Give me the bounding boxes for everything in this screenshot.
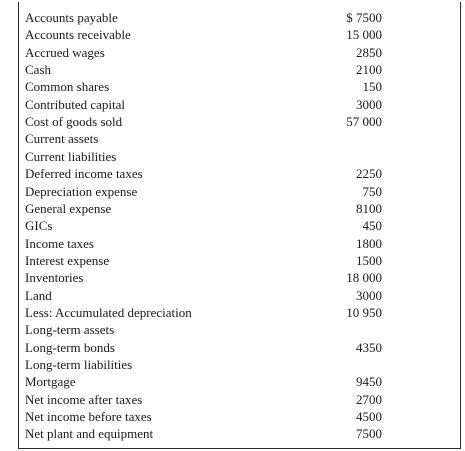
account-value: 2250 [356,166,382,181]
table-row [19,252,460,269]
table-row [19,96,460,113]
table-row [19,235,460,252]
table-row [19,183,460,200]
account-label: Deferred income taxes [25,166,143,181]
account-value: 450 [362,218,382,233]
account-value: $ 7500 [346,10,382,25]
account-value: 4350 [356,340,382,355]
account-label: Common shares [25,79,110,94]
account-value: 57 000 [346,114,382,129]
table-row [19,78,460,95]
table-row [19,287,460,304]
table-row [19,148,460,165]
table-row [19,44,460,61]
table-row [19,130,460,147]
account-label: Accounts receivable [25,27,131,42]
table-row [19,321,460,338]
account-value: 2100 [356,62,382,77]
account-value: 750 [362,184,382,199]
account-label: Accrued wages [25,45,105,60]
account-label: Land [25,288,52,303]
account-label: Mortgage [25,374,76,389]
account-value: 1500 [356,253,382,268]
account-label: Net income before taxes [25,409,152,424]
account-label: Inventories [25,270,84,285]
table-row [19,61,460,78]
table-row [19,304,460,321]
account-label: Current assets [25,131,99,146]
account-value: 10 950 [346,305,382,320]
table-row [19,200,460,217]
account-value: 9450 [356,374,382,389]
table-row [19,408,460,425]
accounts-table [18,2,461,449]
table-row [19,391,460,408]
account-value: 3000 [356,288,382,303]
table-row [19,113,460,130]
account-value: 4500 [356,409,382,424]
account-value: 2850 [356,45,382,60]
table-row [19,217,460,234]
account-label: GICs [25,218,53,233]
table-row [19,425,460,442]
account-label: Depreciation expense [25,184,138,199]
account-label: Net income after taxes [25,392,143,407]
account-label: General expense [25,201,112,216]
account-label: Contributed capital [25,97,126,112]
table-row [19,165,460,182]
account-value: 7500 [356,426,382,441]
account-label: Net plant and equipment [25,426,154,441]
account-label: Long-term liabilities [25,357,133,372]
account-label: Accounts payable [25,10,118,25]
account-value: 8100 [356,201,382,216]
table-row [19,339,460,356]
account-label: Cost of goods sold [25,114,123,129]
account-value: 15 000 [346,27,382,42]
account-label: Income taxes [25,236,94,251]
table-row [19,373,460,390]
account-value: 18 000 [346,270,382,285]
table-row [19,356,460,373]
account-value: 150 [362,79,382,94]
account-label: Less: Accumulated depreciation [25,305,192,320]
account-label: Long-term assets [25,322,115,337]
table-row [19,269,460,286]
account-value: 1800 [356,236,382,251]
account-value: 3000 [356,97,382,112]
table-row [19,9,460,26]
account-value: 2700 [356,392,382,407]
account-label: Long-term bonds [25,340,115,355]
account-label: Cash [25,62,51,77]
table-row [19,26,460,43]
account-label: Interest expense [25,253,110,268]
account-label: Current liabilities [25,149,117,164]
